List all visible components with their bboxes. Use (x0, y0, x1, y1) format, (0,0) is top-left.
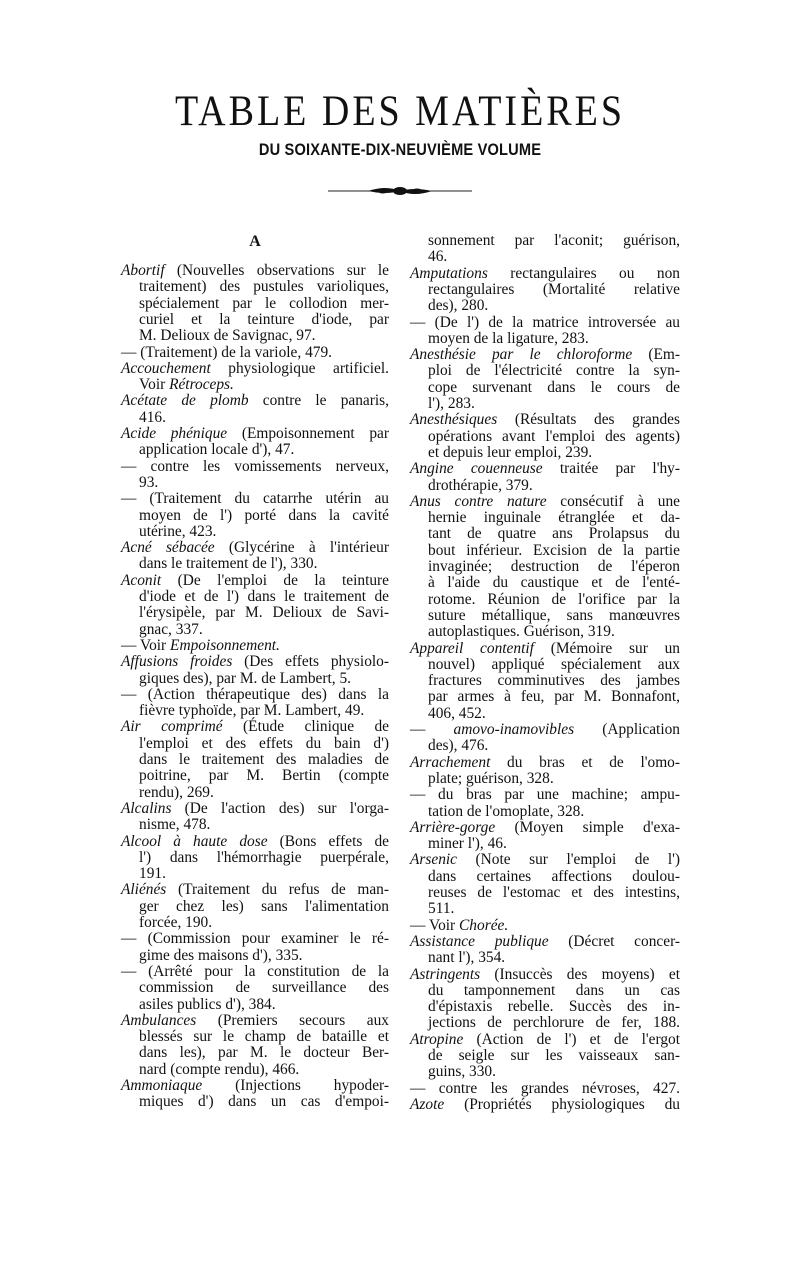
entry-keyword: Abortif (121, 262, 165, 279)
entry-text: nant l'), 354. (428, 949, 506, 967)
entry-text: 191. (139, 865, 166, 883)
index-entry-line (121, 686, 389, 703)
entry-text: — contre les vomissements nerveux, (121, 457, 389, 475)
index-entry-line (139, 376, 389, 393)
entry-keyword: Alcalins (121, 799, 172, 817)
entry-text: dans le traitement de l'), 330. (139, 555, 318, 573)
entry-text: forcée, 190. (139, 914, 213, 931)
index-entry-line (428, 248, 680, 265)
entry-keyword: Ammoniaque (121, 1077, 203, 1094)
entry-text: fractures comminutives des jambes (428, 672, 680, 690)
index-entry-line (428, 900, 680, 917)
index-entry-line (428, 509, 680, 526)
entry-reference: Chorée. (459, 916, 509, 934)
entry-text: l'emploi et des effets du bain d') (139, 734, 389, 752)
index-entry-line (139, 278, 389, 295)
index-entry-line (428, 379, 680, 396)
entry-text: application locale d'), 47. (139, 441, 295, 459)
entry-reference: amovo-inamovibles (453, 721, 575, 738)
index-entry-line (428, 656, 680, 673)
index-entry-line (121, 881, 389, 898)
index-entry-line (428, 477, 680, 494)
entry-text: traitée par l'hy- (542, 460, 680, 478)
entry-text: (Action de l') et de l'ergot (463, 1030, 680, 1048)
index-entry-line (121, 572, 389, 589)
entry-text: (Bons effets de (267, 832, 389, 850)
index-entry-line (121, 833, 389, 850)
index-entry-line (139, 702, 389, 719)
entry-text: invaginée; destruction de l'éperon (428, 558, 680, 575)
index-entry-line (428, 362, 680, 379)
index-entry-line (139, 327, 389, 344)
entry-keyword: Astringents (410, 965, 481, 983)
index-entry-line (410, 966, 680, 983)
index-entry-line (428, 281, 680, 298)
entry-text: (Application (574, 721, 680, 738)
index-entry-line (139, 1093, 389, 1110)
index-entry-line (410, 460, 680, 477)
entry-keyword: Anus contre nature (410, 492, 547, 510)
entry-text: utérine, 423. (139, 522, 217, 540)
entry-keyword: Affusions froides (121, 653, 233, 671)
index-entry-line (121, 963, 389, 980)
entry-text: M. Delioux de Savignac, 97. (139, 327, 316, 345)
index-entry-line (139, 784, 389, 801)
page-title: TABLE DES MATIÈRES (175, 87, 625, 136)
index-entry-line (428, 623, 680, 640)
index-entry-line (139, 767, 389, 784)
index-entry-line (428, 297, 680, 314)
entry-keyword: Accouchement (121, 359, 211, 377)
index-entry-line (410, 754, 680, 771)
index-entry-line (121, 1012, 389, 1029)
index-entry-line (121, 392, 389, 409)
index-entry-line (139, 751, 389, 768)
entry-text: 46. (428, 248, 448, 266)
entry-keyword: Azote (410, 1095, 445, 1113)
entry-text: plate; guérison, 328. (428, 769, 554, 787)
entry-text: commission de surveillance des (139, 979, 389, 997)
entry-text: des), 280. (428, 297, 489, 315)
entry-text: (Nouvelles observations sur le (164, 262, 389, 279)
index-entry-line (139, 1061, 389, 1078)
index-entry-line (410, 265, 680, 282)
entry-text: jections de perchlorure de fer, 188. (428, 1014, 680, 1032)
index-entry-line (410, 1096, 680, 1113)
entry-text: giques des), par M. de Lambert, 5. (139, 669, 351, 687)
index-entry-line (410, 819, 680, 836)
decorative-rule-icon (328, 186, 472, 196)
entry-text: dans les), par M. le docteur Ber- (139, 1044, 389, 1062)
entry-text: — (410, 721, 454, 738)
entry-keyword: Appareil contentif (410, 639, 534, 657)
index-entry-line (428, 395, 680, 412)
index-entry-line (139, 621, 389, 638)
entry-text: cope survenant dans le cours de (428, 378, 680, 396)
entry-text: 416. (139, 408, 166, 426)
entry-text: suture métallique, sans manœuvres (428, 606, 680, 624)
index-entry-line (410, 917, 680, 934)
index-entry-line (139, 311, 389, 328)
entry-text: (Glycérine à l'intérieur (214, 539, 390, 557)
entry-text: moyen de l') porté dans la cavité (139, 506, 389, 524)
entry-text: ger chez les) sans l'alimentation (139, 897, 389, 915)
entry-text: (Moyen simple d'exa- (495, 818, 680, 836)
entry-keyword: Acide phénique (121, 425, 228, 442)
entry-text: nouvel) appliqué spécialement aux (428, 655, 680, 673)
entry-text: de seigle sur les vaisseaux san- (428, 1047, 680, 1064)
entry-text: — (Traitement du catarrhe utérin au (121, 490, 389, 508)
entry-text: hernie inguinale étranglée et da- (428, 509, 680, 527)
index-entry-line (139, 523, 389, 540)
index-entry-line (139, 474, 389, 491)
entry-keyword: Assistance publique (410, 932, 549, 950)
index-entry-line (121, 653, 389, 670)
entry-text: moyen de la ligature, 283. (428, 329, 589, 347)
entry-text: (Injections hypoder- (202, 1077, 389, 1094)
index-entry-line (410, 314, 680, 331)
index-entry-line (139, 865, 389, 882)
index-entry-line (410, 640, 680, 657)
index-entry-line (121, 637, 389, 654)
index-entry-line (428, 558, 680, 575)
index-entry-line (410, 493, 680, 510)
index-entry-line (139, 735, 389, 752)
entry-keyword: Acné sébacée (121, 539, 215, 557)
index-entry-line (410, 786, 680, 803)
index-entry-line (410, 411, 680, 428)
entry-text: du bras et de l'omo- (490, 753, 680, 771)
entry-text: (Décret concer- (548, 932, 681, 950)
index-entry-line (428, 542, 680, 559)
entry-keyword: Amputations (410, 264, 488, 282)
entry-text: — du bras par une machine; ampu- (410, 786, 680, 804)
entry-text: (Propriétés physiologiques du (444, 1095, 680, 1113)
entry-keyword: Alcool à haute dose (121, 832, 268, 850)
entry-text: fièvre typhoïde, par M. Lambert, 49. (139, 702, 365, 720)
entry-text: autoplastiques. Guérison, 319. (428, 623, 615, 641)
index-entry-line (139, 947, 389, 964)
index-entry-line (121, 800, 389, 817)
entry-text: d'iode et de l') dans le traitement de (139, 588, 389, 605)
index-entry-line (139, 898, 389, 915)
entry-text: tant de quatre ans Prolapsus du (428, 525, 680, 543)
entry-text: Voir (139, 376, 170, 394)
entry-text: et depuis leur emploi, 239. (428, 443, 593, 461)
entry-text: rendu), 269. (139, 783, 214, 801)
entry-text: l'érysipèle, par M. Delioux de Savi- (139, 604, 389, 622)
entry-keyword: Aliénés (121, 881, 167, 899)
entry-text: nisme, 478. (139, 816, 211, 834)
index-entry-line (428, 982, 680, 999)
entry-text: (Traitement du refus de man- (166, 881, 389, 899)
entry-text: (De l'emploi de la teinture (161, 571, 389, 589)
entry-reference: Empoisonnement. (170, 636, 280, 654)
index-entry-line (139, 996, 389, 1013)
index-entry-line (139, 604, 389, 621)
entry-text: nard (compte rendu), 466. (139, 1060, 300, 1078)
index-entry-line (428, 835, 680, 852)
entry-text: rectangulaires (Mortalité relative (428, 280, 680, 298)
index-entry-line (139, 849, 389, 866)
entry-text: à l'aide du caustique et de l'enté- (428, 574, 680, 592)
entry-text: drothérapie, 379. (428, 476, 533, 494)
entry-text: tation de l'omoplate, 328. (428, 802, 585, 820)
index-entry-line (121, 490, 389, 507)
index-entry-line (139, 1044, 389, 1061)
entry-keyword: Arrachement (410, 753, 491, 771)
entry-text: (Insuccès des moyens) et (480, 965, 680, 983)
index-entry-line (139, 588, 389, 605)
index-entry-line (139, 914, 389, 931)
index-entry-line (139, 1028, 389, 1045)
index-entry-line (428, 803, 680, 820)
entry-text: 511. (428, 900, 455, 918)
index-entry-line (139, 555, 389, 572)
index-entry-line (428, 688, 680, 705)
index-entry-line (428, 525, 680, 542)
entry-text: miner l'), 46. (428, 835, 507, 853)
entry-text: opérations avant l'emploi des agents) (428, 427, 680, 445)
entry-text: ploi de l'électricité contre la syn- (428, 362, 680, 380)
entry-text: — (De l') de la matrice introversée au (410, 313, 680, 331)
index-entry-line (121, 1077, 389, 1094)
entry-text: guins, 330. (428, 1063, 496, 1081)
entry-text: 406, 452. (428, 704, 486, 722)
index-entry-line (428, 591, 680, 608)
entry-text: — (Arrêté pour la constitution de la (121, 962, 389, 980)
entry-text: reuses de l'estomac et des intestins, (428, 884, 680, 901)
entry-text: — Voir (121, 636, 171, 654)
section-letter: A (249, 233, 261, 250)
entry-text: sonnement par l'aconit; guérison, (428, 232, 680, 249)
entry-text: — Voir (410, 916, 460, 934)
entry-text: 93. (139, 473, 159, 491)
entry-text: l') dans l'hémorrhagie puerpérale, (139, 848, 389, 866)
entry-keyword: Anesthésiques (410, 411, 498, 429)
index-entry-line (428, 330, 680, 347)
entry-text: consécutif à une (546, 492, 680, 510)
entry-text: l'), 283. (428, 395, 475, 412)
entry-text: — (Commission pour examiner le ré- (121, 930, 389, 948)
entry-text: (Em- (632, 346, 680, 364)
index-entry-line (428, 770, 680, 787)
index-entry-line (121, 718, 389, 735)
index-entry-line (428, 428, 680, 445)
entry-text: par armes à feu, par M. Bonnafont, (428, 688, 680, 706)
entry-text: rectangulaires ou non (487, 264, 680, 282)
entry-text: miques d') dans un cas d'empoi- (139, 1093, 389, 1111)
entry-reference: Rétroceps. (169, 376, 234, 394)
entry-keyword: Acétate de plomb (121, 392, 249, 410)
index-entry-line (121, 262, 389, 279)
index-entry-line (410, 1031, 680, 1048)
entry-text: (Note sur l'emploi de l') (457, 851, 680, 869)
entry-text: rotome. Réunion de l'orifice par la (428, 590, 680, 608)
entry-keyword: Arsenic (410, 851, 458, 869)
entry-text: dans le traitement des maladies de (139, 751, 389, 768)
entry-text: traitement) des pustules varioliques, (139, 278, 389, 296)
entry-text: blessés sur le champ de bataille et (139, 1028, 389, 1046)
index-entry-line (121, 425, 389, 442)
entry-text: physiologique artificiel. (210, 359, 389, 377)
entry-text: — (Traitement) de la variole, 479. (121, 343, 332, 361)
entry-text: — (Action thérapeutique des) dans la (121, 685, 389, 703)
index-entry-line (121, 539, 389, 556)
entry-text: d'épistaxis rebelle. Succès des in- (428, 998, 680, 1016)
index-entry-line (428, 949, 680, 966)
index-entry-line (410, 346, 680, 363)
index-entry-line (410, 933, 680, 950)
entry-text: gnac, 337. (139, 620, 203, 638)
entry-text: (Résultats des grandes (497, 411, 680, 429)
entry-text: spécialement par le collodion mer- (139, 294, 389, 312)
index-entry-line (121, 930, 389, 947)
index-entry-line (139, 670, 389, 687)
index-entry-line (121, 344, 389, 361)
index-entry-line (428, 444, 680, 461)
entry-keyword: Angine couenneuse (410, 460, 543, 478)
index-entry-line (428, 1047, 680, 1064)
entry-text: gime des maisons d'), 335. (139, 946, 303, 964)
entry-text: bout inférieur. Excision de la partie (428, 541, 680, 559)
index-entry-line (139, 979, 389, 996)
entry-text: (Mémoire sur un (533, 639, 680, 657)
index-entry-line (121, 458, 389, 475)
entry-text: — contre les grandes névroses, 427. (410, 1079, 680, 1097)
index-entry-line (428, 1014, 680, 1031)
entry-text: curiel et la teinture d'iode, par (139, 310, 389, 328)
index-entry-line (139, 409, 389, 426)
index-entry-line (428, 607, 680, 624)
index-entry-line (428, 1063, 680, 1080)
entry-keyword: Ambulances (121, 1011, 197, 1029)
entry-text: dans certaines affections doulou- (428, 867, 680, 885)
entry-text: asiles publics d'), 384. (139, 995, 276, 1013)
index-entry-line (410, 851, 680, 868)
entry-text: poitrine, par M. Bertin (compte (139, 767, 389, 785)
entry-text: du tamponnement dans un cas (428, 981, 680, 999)
entry-text: (Premiers secours aux (196, 1011, 389, 1029)
index-entry-line (428, 672, 680, 689)
entry-text: (Empoisonnement par (227, 425, 389, 442)
index-entry-line (139, 816, 389, 833)
entry-keyword: Arrière-gorge (410, 818, 496, 836)
entry-text: (Étude clinique de (222, 718, 390, 736)
entry-text: des), 476. (428, 737, 489, 755)
index-entry-line (428, 232, 680, 249)
index-entry-line (428, 737, 680, 754)
index-entry-line (410, 1080, 680, 1097)
index-entry-line (428, 998, 680, 1015)
index-entry-line (428, 868, 680, 885)
entry-keyword: Anesthésie par le chloroforme (410, 346, 633, 364)
index-entry-line (139, 295, 389, 312)
index-entry-line (428, 574, 680, 591)
index-entry-line (428, 705, 680, 722)
index-entry-line (139, 507, 389, 524)
entry-text: contre le panaris, (248, 392, 389, 410)
entry-text: (Des effets physiolo- (232, 653, 389, 671)
entry-keyword: Air comprimé (121, 718, 223, 736)
index-entry-line (121, 360, 389, 377)
entry-keyword: Atropine (410, 1030, 464, 1048)
index-entry-line (410, 721, 680, 738)
entry-text: (De l'action des) sur l'orga- (171, 799, 389, 817)
index-entry-line (139, 441, 389, 458)
page-subtitle: DU SOIXANTE-DIX-NEUVIÈME VOLUME (258, 140, 542, 159)
index-entry-line (428, 884, 680, 901)
entry-keyword: Aconit (121, 571, 162, 589)
